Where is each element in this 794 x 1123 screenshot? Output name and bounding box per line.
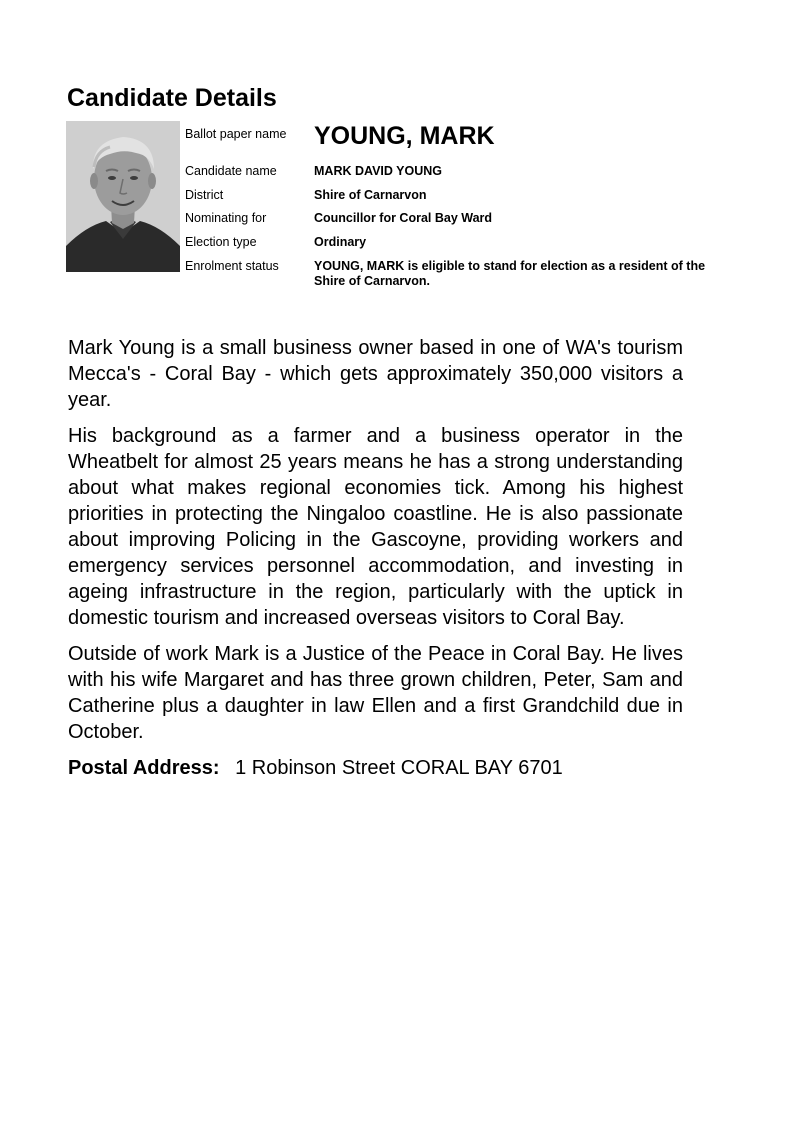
enrolment-status-value: YOUNG, MARK is eligible to stand for election as a resident of the Shire of Carnarvon. [314,259,706,288]
district-label: District [185,188,224,202]
ballot-paper-name-label: Ballot paper name [185,127,287,141]
postal-address [68,755,683,781]
bio-paragraph: His background as a farmer and a business operator in the Wheatbelt for almost 25 years means he has a strong understanding about what makes regional economies tick. Among his highest priorities in protecting the Ningaloo coastline. He is also passionate about improving Policing in the Gascoyne, providing workers and emergency services personnel accommodation, and investing in ageing infrastructure in the region, particularly with the uptick in domestic tourism and increased overseas visitors to Coral Bay. [68,425,683,629]
candidate-name-value: MARK DAVID YOUNG [314,164,443,178]
ballot-paper-name-value: YOUNG, MARK [314,122,495,150]
candidate-biography [68,335,683,791]
candidate-name-label: Candidate name [185,164,277,178]
postal-address-value: 1 Robinson Street CORAL BAY 6701 [235,757,563,779]
nominating-for-label: Nominating for [185,211,267,225]
postal-address-label: Postal Address: [68,757,220,779]
nominating-for-value: Councillor for Coral Bay Ward [314,211,493,225]
bio-paragraph: Mark Young is a small business owner based in one of WA's tourism Mecca's - Coral Bay - which gets approximately 350,000 visitors a year. [68,337,683,411]
election-type-value: Ordinary [314,235,367,249]
enrolment-status-label: Enrolment status [185,259,279,273]
election-type-label: Election type [185,235,257,249]
candidate-photo [66,121,180,272]
district-value: Shire of Carnarvon [314,188,427,202]
bio-paragraph: Outside of work Mark is a Justice of the Peace in Coral Bay. He lives with his wife Margaret and has three grown children, Peter, Sam and Catherine plus a daughter in law Ellen and a first Grandchild due in October. [68,643,683,743]
page-title: Candidate Details [67,84,277,112]
